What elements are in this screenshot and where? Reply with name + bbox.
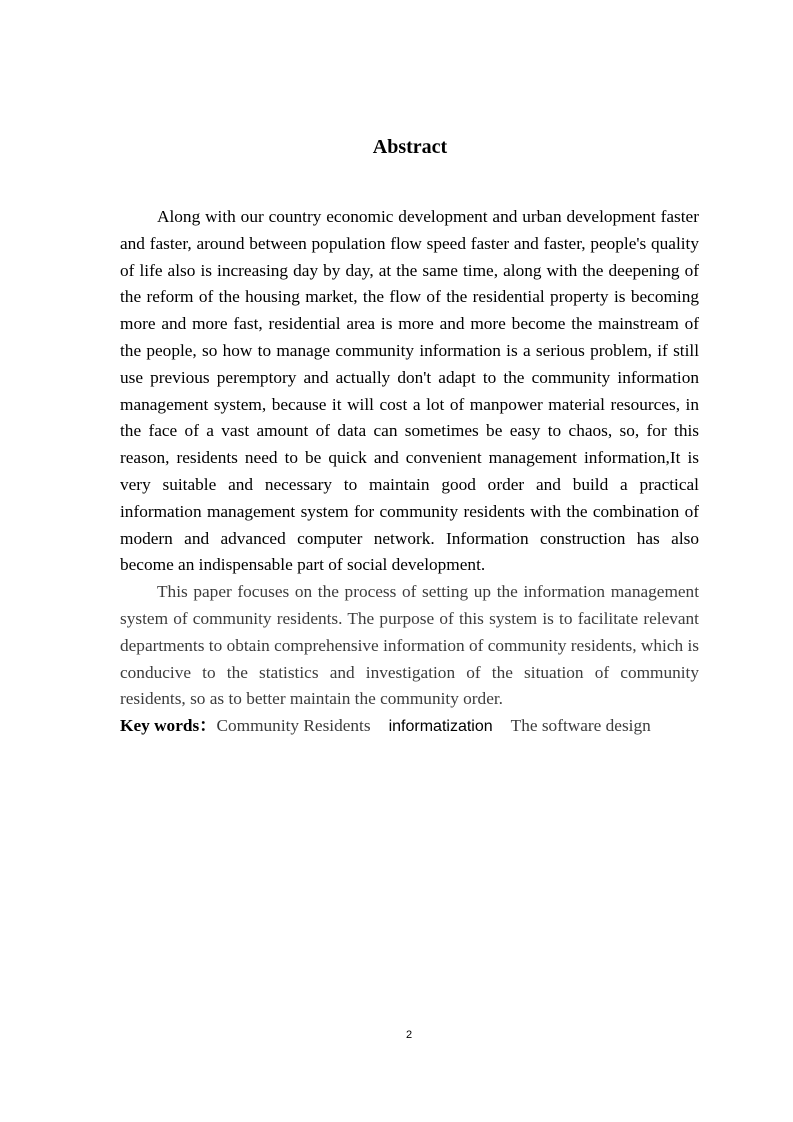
keyword-3: The software design bbox=[510, 716, 651, 736]
page-number: 2 bbox=[405, 1029, 413, 1041]
abstract-paragraph-2: This paper focuses on the process of setting up the information management system of community residents. The purpose of this system is to facilitate relevant departments to obtain comprehensive information of community residents, which is conducive to the statistics and investigation of the situation of community residents, so as to better maintain the community order. bbox=[120, 582, 699, 709]
abstract-title: Abstract bbox=[372, 136, 448, 158]
abstract-body bbox=[120, 204, 699, 741]
keyword-1: Community Residents bbox=[216, 716, 371, 736]
keyword-2: informatization bbox=[388, 718, 493, 736]
keywords-label: Key words： bbox=[120, 716, 217, 736]
keywords-line bbox=[120, 713, 699, 741]
abstract-paragraph-1: Along with our country economic development and urban development faster and faster, around between population flow speed faster and faster, people's quality of life also is increasing day by day, at the same time, along with the deepening of the reform of the housing market, the flow of the residential property is becoming more and more fast, residential area is more and more become the mainstream of the people, so how to manage community information is a serious problem, if still use previous peremptory and actually don't adapt to the community information management system, because it will cost a lot of manpower material resources, in the face of a vast amount of data can sometimes be easy to chaos, so, for this reason, residents need to be quick and convenient management information,It is very suitable and necessary to maintain good order and build a practical information management system for community residents with the combination of modern and advanced computer network. Information construction has also become an indispensable part of social development. bbox=[120, 207, 699, 575]
